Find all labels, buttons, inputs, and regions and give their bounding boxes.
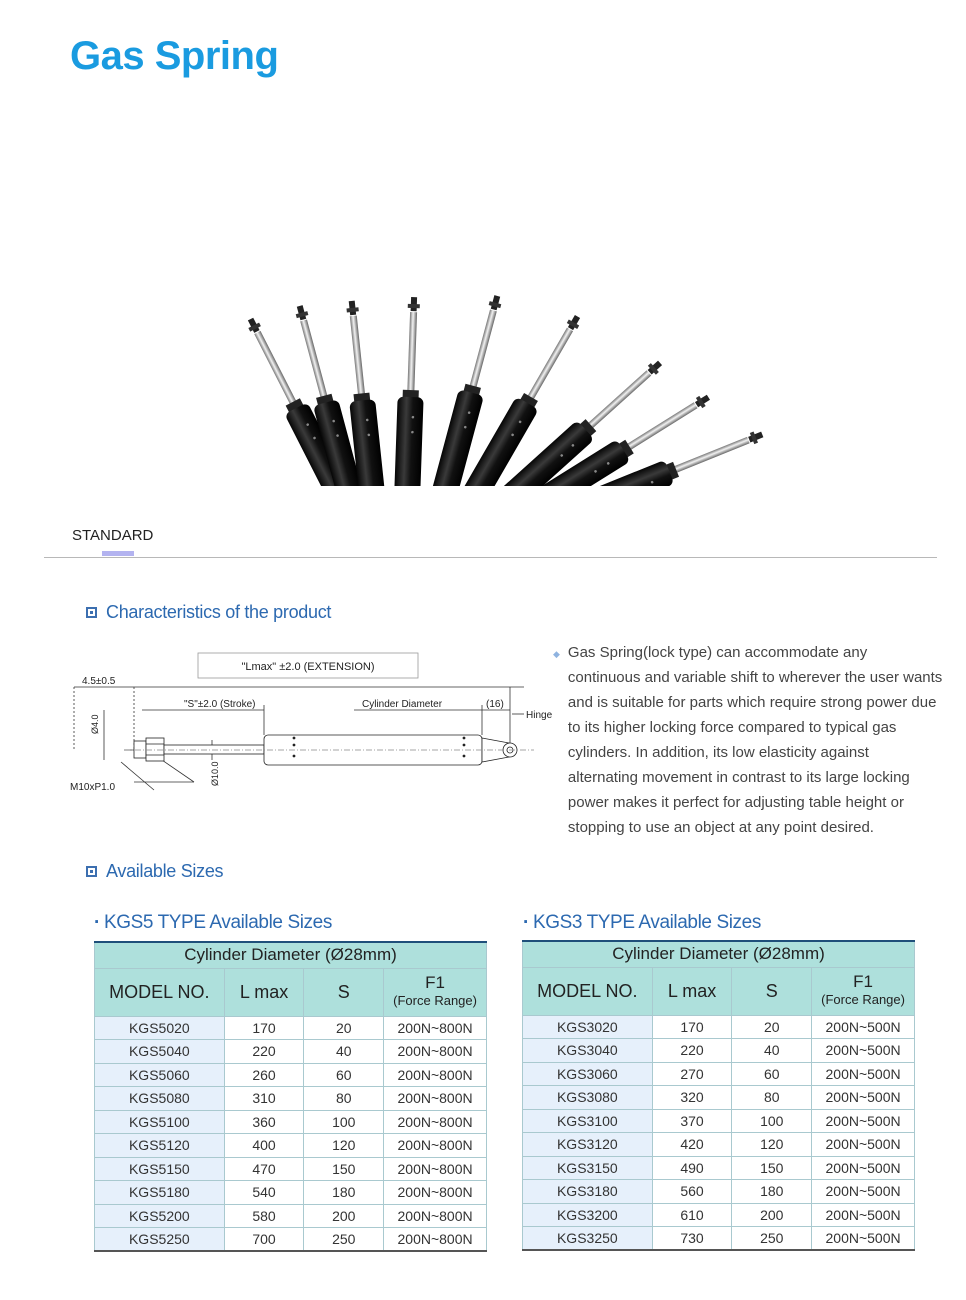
kgs5-title: · KGS5 TYPE Available Sizes <box>94 912 332 933</box>
table-cell: 540 <box>224 1181 304 1205</box>
table-cell: 200N~800N <box>384 1110 487 1134</box>
characteristics-heading-text: Characteristics of the product <box>106 602 332 622</box>
table-cell: 360 <box>224 1110 304 1134</box>
model-number-cell: KGS5100 <box>95 1110 225 1134</box>
table-row <box>523 1133 915 1157</box>
table-cell: 180 <box>732 1180 812 1204</box>
table-cell: 200N~500N <box>812 1062 915 1086</box>
description-text: Gas Spring(lock type) can accommodate any continuous and variable shift to wherever the user wants and is suitable for parts which require strong power due to its higher locking force compared to typical gas cylinders. In addition, its low elasticity against alternating movement in contrast to its large locking power makes it perfect for adjusting table height or stopping to use an object at any point desired. <box>567 644 943 836</box>
table-row <box>523 1086 915 1110</box>
kgs5-title-text: KGS5 TYPE Available Sizes <box>103 912 332 933</box>
kgs5-col-f1: F1 (Force Range) <box>384 968 487 1016</box>
table-row <box>523 1203 915 1227</box>
kgs5-col-lmax: L max <box>224 968 304 1016</box>
table-cell: 490 <box>652 1156 732 1180</box>
end-dimension-label: (16) <box>486 699 504 710</box>
table-row <box>95 1110 487 1134</box>
table-row <box>95 1040 487 1064</box>
model-number-cell: KGS5040 <box>95 1040 225 1064</box>
table-cell: 200N~800N <box>384 1204 487 1228</box>
table-cell: 250 <box>304 1228 384 1252</box>
table-row <box>523 1227 915 1251</box>
model-number-cell: KGS3020 <box>523 1015 653 1039</box>
table-cell: 200N~800N <box>384 1134 487 1158</box>
model-number-cell: KGS5180 <box>95 1181 225 1205</box>
model-number-cell: KGS3080 <box>523 1086 653 1110</box>
table-cell: 200N~800N <box>384 1016 487 1040</box>
table-cell: 150 <box>304 1157 384 1181</box>
table-cell: 120 <box>732 1133 812 1157</box>
table-cell: 200 <box>304 1204 384 1228</box>
table-row <box>95 1016 487 1040</box>
table-cell: 580 <box>224 1204 304 1228</box>
dimension-diagram <box>64 650 564 800</box>
table-row <box>523 1039 915 1063</box>
table-cell: 200N~500N <box>812 1109 915 1133</box>
table-cell: 170 <box>652 1015 732 1039</box>
available-sizes-heading <box>86 861 223 882</box>
model-number-cell: KGS3250 <box>523 1227 653 1251</box>
table-cell: 560 <box>652 1180 732 1204</box>
table-cell: 400 <box>224 1134 304 1158</box>
table-cell: 200N~500N <box>812 1133 915 1157</box>
model-number-cell: KGS5020 <box>95 1016 225 1040</box>
table-cell: 730 <box>652 1227 732 1251</box>
model-number-cell: KGS5250 <box>95 1228 225 1252</box>
kgs5-diameter-header: Cylinder Diameter (Ø28mm) <box>95 942 487 968</box>
model-number-cell: KGS3040 <box>523 1039 653 1063</box>
table-cell: 100 <box>304 1110 384 1134</box>
table-cell: 200N~500N <box>812 1227 915 1251</box>
table-cell: 200N~500N <box>812 1039 915 1063</box>
model-number-cell: KGS3200 <box>523 1203 653 1227</box>
table-cell: 320 <box>652 1086 732 1110</box>
model-number-cell: KGS3120 <box>523 1133 653 1157</box>
table-row <box>95 1157 487 1181</box>
table-row <box>95 1087 487 1111</box>
dim-45-label: 4.5±0.5 <box>82 676 116 687</box>
section-divider <box>44 557 937 558</box>
model-number-cell: KGS3060 <box>523 1062 653 1086</box>
table-cell: 100 <box>732 1109 812 1133</box>
table-cell: 180 <box>304 1181 384 1205</box>
kgs3-col-model: MODEL NO. <box>523 967 653 1015</box>
characteristics-description <box>553 640 943 840</box>
table-row <box>95 1134 487 1158</box>
table-row <box>95 1063 487 1087</box>
kgs5-col-s: S <box>304 968 384 1016</box>
table-cell: 80 <box>304 1087 384 1111</box>
table-cell: 310 <box>224 1087 304 1111</box>
table-cell: 60 <box>732 1062 812 1086</box>
table-cell: 200N~500N <box>812 1203 915 1227</box>
table-cell: 200 <box>732 1203 812 1227</box>
model-number-cell: KGS3150 <box>523 1156 653 1180</box>
table-cell: 40 <box>304 1040 384 1064</box>
kgs5-col-model: MODEL NO. <box>95 968 225 1016</box>
page-title: Gas Spring <box>70 34 279 78</box>
table-row <box>523 1156 915 1180</box>
table-row <box>95 1204 487 1228</box>
table-row <box>523 1062 915 1086</box>
table-cell: 150 <box>732 1156 812 1180</box>
kgs3-col-s: S <box>732 967 812 1015</box>
thread-label: M10xP1.0 <box>70 782 116 793</box>
d40-label: Ø4.0 <box>90 714 100 734</box>
table-cell: 80 <box>732 1086 812 1110</box>
table-cell: 20 <box>732 1015 812 1039</box>
model-number-cell: KGS5080 <box>95 1087 225 1111</box>
table-cell: 270 <box>652 1062 732 1086</box>
bullet-square-icon <box>86 607 97 618</box>
bullet-square-icon <box>86 866 97 877</box>
table-cell: 200N~800N <box>384 1087 487 1111</box>
kgs3-col-f1: F1 (Force Range) <box>812 967 915 1015</box>
table-cell: 200N~500N <box>812 1086 915 1110</box>
table-row <box>95 1228 487 1252</box>
kgs3-table <box>522 940 915 1251</box>
characteristics-heading <box>86 602 331 623</box>
kgs3-diameter-header: Cylinder Diameter (Ø28mm) <box>523 941 915 967</box>
table-cell: 200N~500N <box>812 1015 915 1039</box>
gas-spring-product-photo <box>130 150 790 490</box>
table-cell: 200N~800N <box>384 1181 487 1205</box>
table-cell: 20 <box>304 1016 384 1040</box>
table-cell: 200N~800N <box>384 1040 487 1064</box>
model-number-cell: KGS5150 <box>95 1157 225 1181</box>
table-cell: 610 <box>652 1203 732 1227</box>
table-cell: 170 <box>224 1016 304 1040</box>
table-cell: 200N~800N <box>384 1228 487 1252</box>
model-number-cell: KGS3100 <box>523 1109 653 1133</box>
table-cell: 370 <box>652 1109 732 1133</box>
hinge-label: Hinge <box>526 710 553 721</box>
table-row <box>523 1109 915 1133</box>
table-cell: 120 <box>304 1134 384 1158</box>
table-cell: 200N~500N <box>812 1180 915 1204</box>
kgs5-table <box>94 941 487 1252</box>
table-row <box>523 1180 915 1204</box>
table-row <box>95 1181 487 1205</box>
table-cell: 260 <box>224 1063 304 1087</box>
diamond-bullet-icon: ◆ <box>553 649 560 659</box>
stroke-label: "S"±2.0 (Stroke) <box>184 699 256 710</box>
lmax-label: "Lmax" ±2.0 (EXTENSION) <box>241 661 375 673</box>
table-cell: 220 <box>224 1040 304 1064</box>
table-cell: 220 <box>652 1039 732 1063</box>
cylinder-diameter-label: Cylinder Diameter <box>362 699 443 710</box>
tab-active-indicator <box>102 551 134 556</box>
kgs3-title: · KGS3 TYPE Available Sizes <box>523 912 761 933</box>
table-cell: 470 <box>224 1157 304 1181</box>
table-cell: 200N~800N <box>384 1063 487 1087</box>
tab-standard[interactable]: STANDARD <box>72 527 154 544</box>
model-number-cell: KGS5120 <box>95 1134 225 1158</box>
table-row <box>523 1015 915 1039</box>
d100-label: Ø10.0 <box>210 761 220 786</box>
model-number-cell: KGS5060 <box>95 1063 225 1087</box>
model-number-cell: KGS5200 <box>95 1204 225 1228</box>
table-cell: 40 <box>732 1039 812 1063</box>
table-cell: 200N~500N <box>812 1156 915 1180</box>
table-cell: 200N~800N <box>384 1157 487 1181</box>
table-cell: 420 <box>652 1133 732 1157</box>
kgs3-title-text: KGS3 TYPE Available Sizes <box>532 912 761 933</box>
table-cell: 250 <box>732 1227 812 1251</box>
table-cell: 700 <box>224 1228 304 1252</box>
kgs3-col-lmax: L max <box>652 967 732 1015</box>
table-cell: 60 <box>304 1063 384 1087</box>
model-number-cell: KGS3180 <box>523 1180 653 1204</box>
available-sizes-heading-text: Available Sizes <box>106 861 224 881</box>
